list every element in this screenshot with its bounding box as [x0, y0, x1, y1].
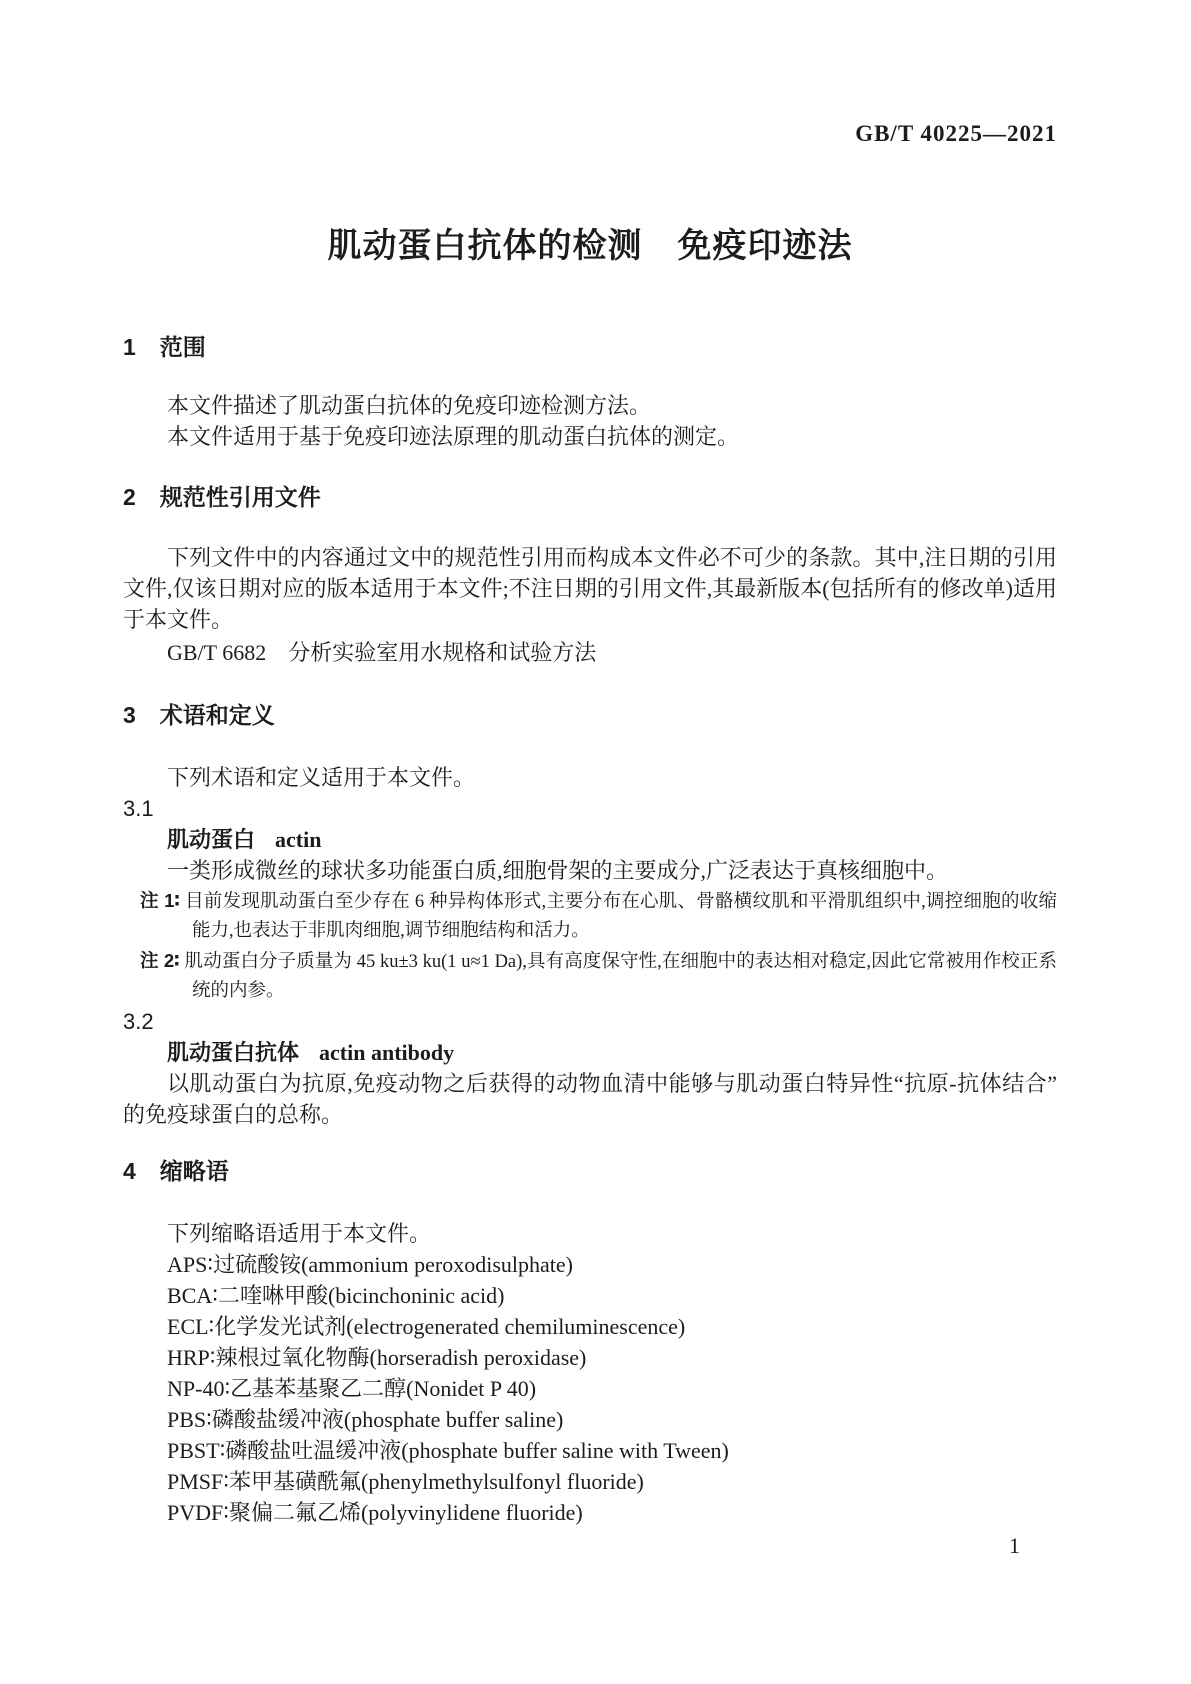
term-actin-antibody-en: actin antibody: [319, 1040, 455, 1065]
clause-3-1-number: 3.1: [123, 796, 154, 821]
abbreviation-pmsf: PMSF∶苯甲基磺酰氟(phenylmethylsulfonyl fluoride): [167, 1469, 644, 1494]
terms-intro: 下列术语和定义适用于本文件。: [167, 765, 476, 790]
normative-references-paragraph: 下列文件中的内容通过文中的规范性引用而构成本文件必不可少的条款。其中,注日期的引用文件,仅该日期对应的版本适用于本文件;不注日期的引用文件,其最新版本(包括所有的修改单)适用于本文件。: [123, 545, 1057, 632]
section-4-heading: [123, 1156, 1057, 1186]
term-actin: [123, 824, 1057, 855]
term-actin-note-1: [140, 886, 1057, 946]
clause-3-2-number: 3.2: [123, 1009, 154, 1034]
abbreviation-pbs: PBS∶磷酸盐缓冲液(phosphate buffer saline): [167, 1407, 564, 1432]
section-4-number: 4: [123, 1158, 136, 1184]
section-3-number: 3: [123, 702, 136, 728]
section-2-title: 规范性引用文件: [159, 484, 321, 510]
section-2-heading: [123, 482, 1057, 512]
term-actin-antibody: [123, 1037, 1057, 1068]
section-1-heading: [123, 332, 1057, 362]
document-title: 肌动蛋白抗体的检测 免疫印迹法: [327, 227, 853, 265]
abbreviation-pbst: PBST∶磷酸盐吐温缓冲液(phosphate buffer saline with Tween): [167, 1438, 729, 1463]
abbreviation-np40: NP-40∶乙基苯基聚乙二醇(Nonidet P 40): [167, 1376, 537, 1401]
abbreviation-pvdf: PVDF∶聚偏二氟乙烯(polyvinylidene fluoride): [167, 1500, 583, 1525]
abbreviation-hrp: HRP∶辣根过氧化物酶(horseradish peroxidase): [167, 1345, 587, 1370]
term-actin-antibody-definition: 以肌动蛋白为抗原,免疫动物之后获得的动物血清中能够与肌动蛋白特异性“抗原-抗体结合”的免疫球蛋白的总称。: [123, 1071, 1057, 1127]
term-actin-definition: 一类形成微丝的球状多功能蛋白质,细胞骨架的主要成分,广泛表达于真核细胞中。: [167, 858, 949, 883]
note-1-text: 目前发现肌动蛋白至少存在 6 种异构体形式,主要分布在心肌、骨骼横纹肌和平滑肌组织中,调控细胞的收缩能力,也表达于非肌肉细胞,调节细胞结构和活力。: [184, 892, 1057, 941]
standard-code: GB/T 40225—2021: [855, 121, 1057, 146]
section-3-heading: [123, 700, 1057, 730]
note-1-label: 注 1∶: [140, 890, 180, 911]
page-number: 1: [1009, 1533, 1020, 1558]
abbreviation-aps: APS∶过硫酸铵(ammonium peroxodisulphate): [167, 1252, 573, 1277]
section-2-number: 2: [123, 484, 136, 510]
note-2-label: 注 2∶: [140, 950, 180, 971]
term-actin-en: actin: [275, 827, 322, 852]
scope-paragraph-1: 本文件描述了肌动蛋白抗体的免疫印迹检测方法。: [167, 393, 652, 418]
section-3-title: 术语和定义: [159, 702, 275, 728]
term-actin-note-2: [140, 946, 1057, 1006]
term-actin-antibody-zh: 肌动蛋白抗体: [167, 1040, 300, 1065]
note-2-text: 肌动蛋白分子质量为 45 ku±3 ku(1 u≈1 Da),具有高度保守性,在细胞中的表达相对稳定,因此它常被用作校正系统的内参。: [184, 952, 1057, 1001]
section-4-title: 缩略语: [159, 1158, 229, 1184]
normative-reference-item: GB/T 6682 分析实验室用水规格和试验方法: [167, 640, 597, 665]
abbreviation-ecl: ECL∶化学发光试剂(electrogenerated chemiluminescence): [167, 1314, 686, 1339]
section-1-number: 1: [123, 334, 136, 360]
abbreviations-intro: 下列缩略语适用于本文件。: [167, 1221, 432, 1246]
scope-paragraph-2: 本文件适用于基于免疫印迹法原理的肌动蛋白抗体的测定。: [167, 424, 740, 449]
term-actin-zh: 肌动蛋白: [167, 827, 256, 852]
abbreviation-bca: BCA∶二喹啉甲酸(bicinchoninic acid): [167, 1283, 505, 1308]
section-1-title: 范围: [159, 334, 206, 360]
